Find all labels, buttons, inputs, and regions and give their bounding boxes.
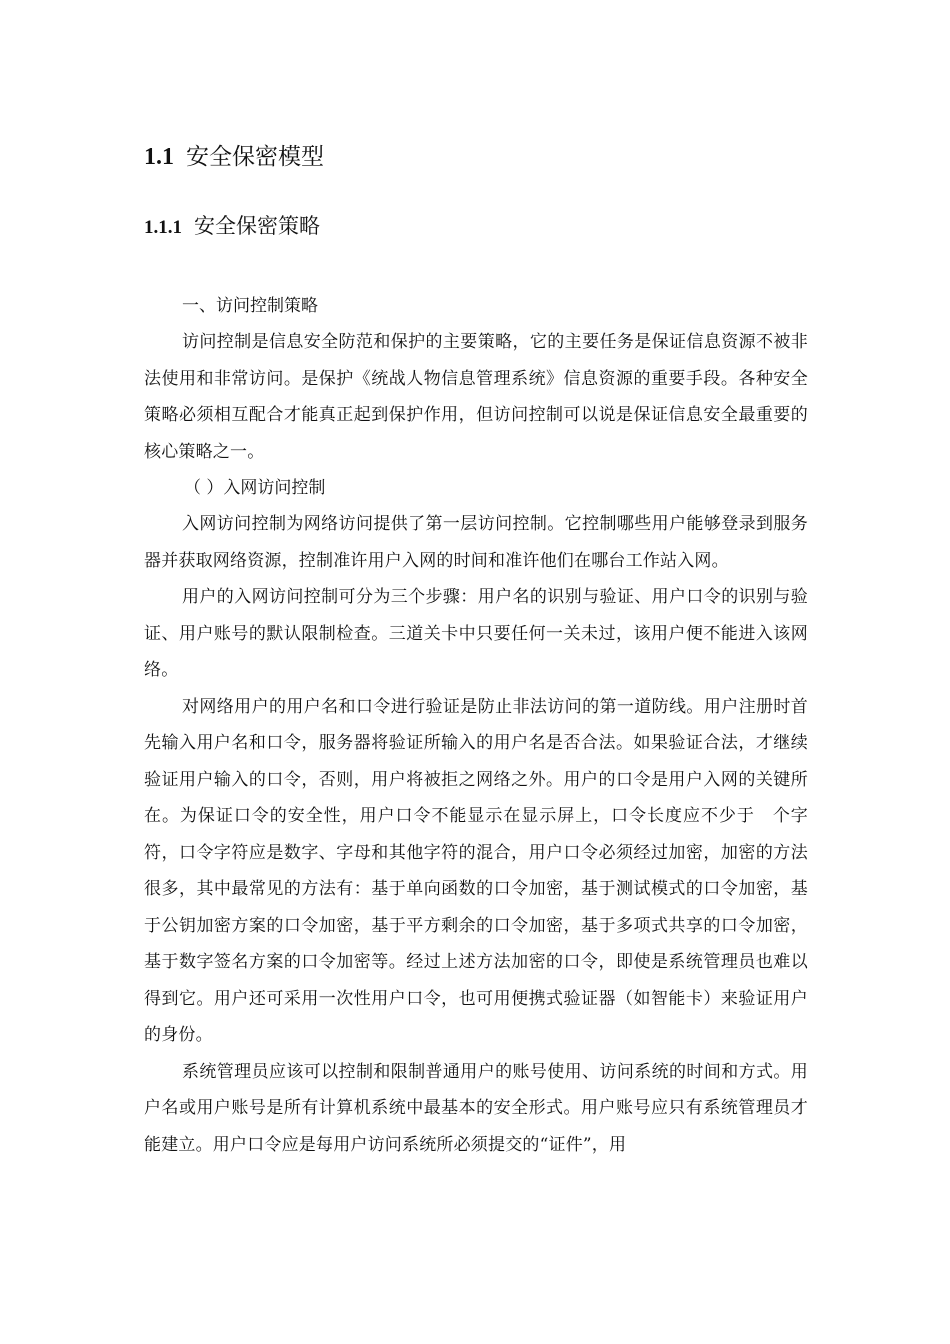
subsection-title: （ ）入网访问控制: [184, 478, 326, 498]
document-content: [144, 140, 808, 1163]
section-title: 一、访问控制策略: [182, 296, 318, 316]
paragraph-body-2: 用户的入网访问控制可分为三个步骤：用户名的识别与验证、用户口令的识别与验证、用户账号的默认限制检查。三道关卡中只要任何一关未过，该用户便不能进入该网络。: [144, 587, 808, 680]
paragraph-body-1: 入网访问控制为网络访问提供了第一层访问控制。它控制哪些用户能够登录到服务器并获取网络资源，控制准许用户入网的时间和准许他们在哪台工作站入网。: [144, 514, 808, 571]
paragraph-body-3: 对网络用户的用户名和口令进行验证是防止非法访问的第一道防线。用户注册时首先输入用户名和口令，服务器将验证所输入的用户名是否合法。如果验证合法，才继续验证用户输入的口令，否则，用户将被拒之网络之外。用户的口令是用户入网的关键所在。为保证口令的安全性，用户口令不能显示在显示屏上，口令长度应不少于 个字符，口令字符应是数字、字母和其他字符的混合，用户口令必须经过加密，加密的方法很多，其中最常见的方法有：基于单向函数的口令加密，基于测试模式的口令加密，基于公钥加密方案的口令加密，基于平方剩余的口令加密，基于多项式共享的口令加密，基于数字签名方案的口令加密等。经过上述方法加密的口令，即使是系统管理员也难以得到它。用户还可采用一次性用户口令，也可用便携式验证器（如智能卡）来验证用户的身份。: [144, 696, 808, 1045]
heading-1: [144, 140, 808, 174]
heading-2-number: 1.1.1: [144, 217, 182, 238]
heading-2-title: 安全保密策略: [194, 214, 320, 238]
heading-1-number: 1.1: [144, 144, 174, 170]
paragraph-body-4: 系统管理员应该可以控制和限制普通用户的账号使用、访问系统的时间和方式。用户名或用户账号是所有计算机系统中最基本的安全形式。用户账号应只有系统管理员才能建立。用户口令应是每用户访问系统所必须提交的“证件”，用: [144, 1061, 808, 1155]
heading-1-title: 安全保密模型: [186, 144, 324, 170]
heading-2: [144, 210, 808, 242]
paragraph-intro: 访问控制是信息安全防范和保护的主要策略，它的主要任务是保证信息资源不被非法使用和非常访问。是保护《统战人物信息管理系统》信息资源的重要手段。各种安全策略必须相互配合才能真正起到保护作用，但访问控制可以说是保证信息安全最重要的核心策略之一。: [144, 332, 808, 462]
